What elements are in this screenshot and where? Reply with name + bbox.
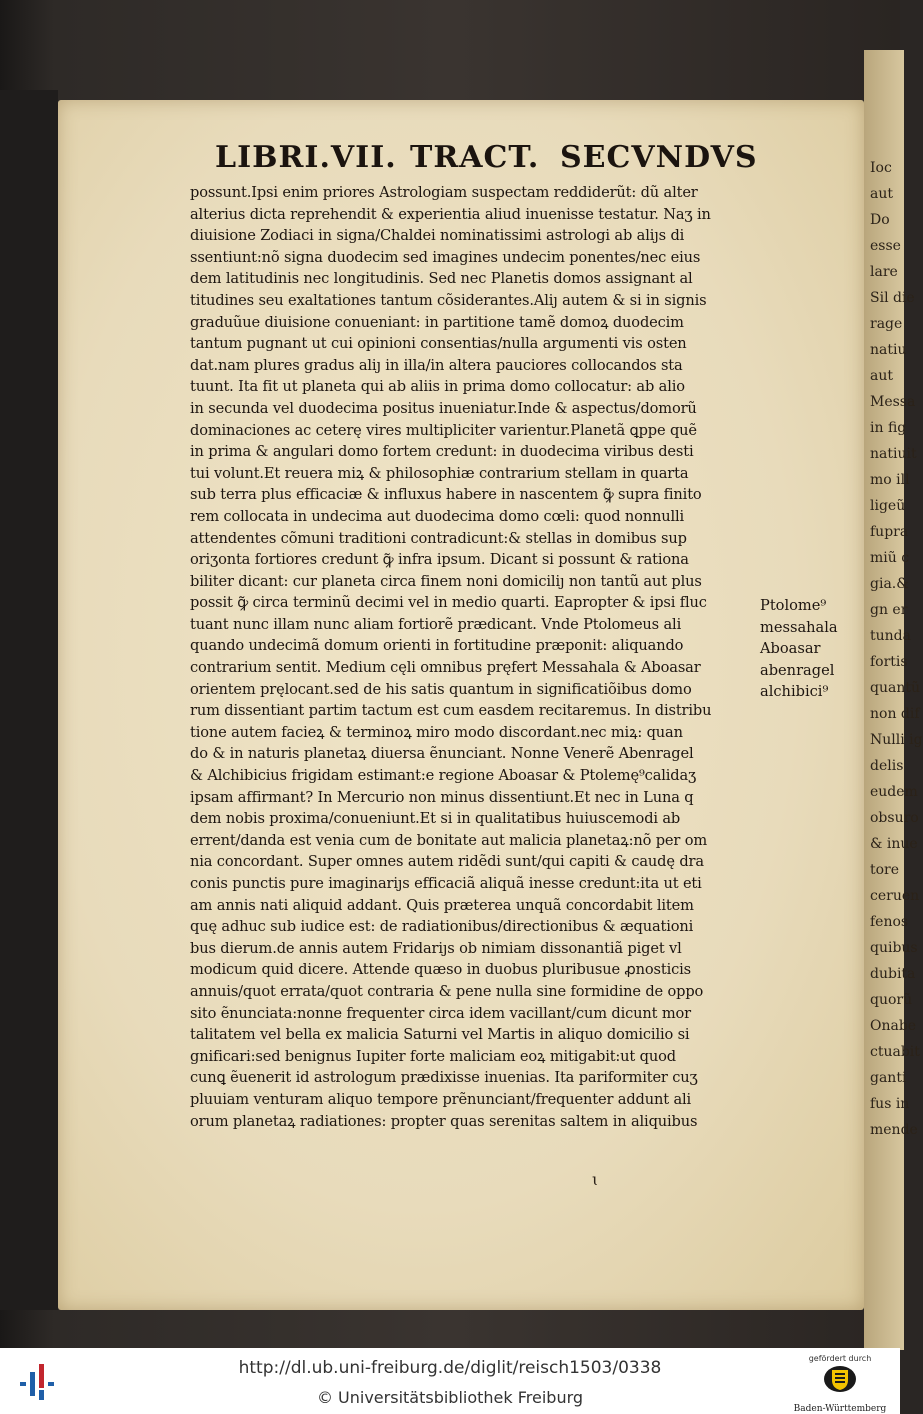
text-line: gnificari:sed benignus Iupiter forte maliciam eoꝝ mitigabit:ut quod <box>190 1047 676 1065</box>
facing-page-fragment: non dif <box>870 706 920 722</box>
document-url[interactable]: http://dl.ub.uni-freiburg.de/diglit/reisch1503/0338 <box>238 1358 662 1378</box>
facing-page-fragment: tore <box>870 862 900 878</box>
text-line: talitatem vel bella ex malicia Saturni vel Martis in aliquo domicilio si <box>190 1026 690 1044</box>
text-line: dem nobis proxima/conueniunt.Et si in qualitatibus huiuscemodi ab <box>190 810 681 828</box>
text-line: alterius dicta reprehendit & experientia aliud inuenisse testatur. Naʒ in <box>190 205 711 223</box>
facing-page-fragment: Do <box>870 212 890 228</box>
running-header <box>215 140 758 184</box>
margin-note: Aboasar <box>760 640 821 658</box>
facing-page-fragment: lare <box>870 264 898 280</box>
text-line: titudines seu exaltationes tantum cõsiderantes.Aliȷ autem & si in signis <box>190 291 707 309</box>
text-line: modicum quid dicere. Attende quæso in duobus pluribusue ꝓnosticis <box>190 961 691 979</box>
facing-page-fragment: fupra <box>870 524 909 540</box>
facing-page-fragment: aut <box>870 368 893 384</box>
margin-note: messahala <box>760 618 838 636</box>
header-book-number: LIBRI.VII. <box>215 140 397 175</box>
text-line: sito ẽnunciata:nonne frequenter circa idem vacillant/cum dicunt mor <box>190 1004 692 1022</box>
facing-page-fragment: ceruen <box>870 888 920 904</box>
text-line: sub terra plus efficaciæ & influxus habere in nascentem ꝙ̃ supra finito <box>190 486 702 504</box>
sponsor-block <box>790 1354 890 1412</box>
text-line: attendentes cõmuni traditioni contradicunt:& stellas in domibus sup <box>190 529 687 547</box>
page-mark: ɩ <box>592 1170 599 1189</box>
copyright-notice: © Universitätsbibliothek Freiburg <box>316 1388 584 1407</box>
margin-note: Ptolome⁹ <box>760 597 827 614</box>
facing-page-fragment: gia.& <box>870 576 909 592</box>
facing-page-fragment: Sil die <box>870 290 915 306</box>
body-text <box>190 182 770 1132</box>
text-line: in secunda vel duodecima positus inueniatur.Inde & aspectus/domorũ <box>190 399 697 417</box>
text-line: ssentiunt:nõ signa duodecim sed imagines undecim ponentes/nec eius <box>190 248 701 266</box>
facing-page-fragment: quibus <box>870 940 918 956</box>
text-line: rum dissentiant partim tactum est cum easdem recitaremus. In distribu <box>190 702 712 720</box>
facing-page-fragment: natiu <box>870 342 907 358</box>
facing-page-fragment: Messa <box>870 394 916 410</box>
facing-page-fragment: mo ill <box>870 472 910 488</box>
facing-page-fragment: esse <box>870 238 901 254</box>
margin-note: abenragel <box>760 661 835 679</box>
sponsor-caption: gefördert durch <box>808 1354 872 1363</box>
header-section-label: SECVNDVS <box>560 140 758 175</box>
facing-page-fragment: aut <box>870 186 893 202</box>
text-line: in prima & angulari domo fortem credunt: in duodecima viribus desti <box>190 443 694 461</box>
sponsor-name: Baden-Württemberg <box>793 1404 887 1414</box>
text-line: tuunt. Ita fit ut planeta qui ab aliis in prima domo collocatur: ab alio <box>190 378 685 396</box>
facing-page-fragment: gn er <box>870 602 908 618</box>
facing-page-fragment: obsuro <box>870 810 919 826</box>
facing-page-edge <box>864 50 923 1350</box>
margin-notes <box>760 595 850 703</box>
facing-page-fragment: eudem <box>870 784 918 800</box>
text-line: & Alchibicius frigidam estimant:e regione Aboasar & Ptolemę⁹calidaʒ <box>190 767 697 785</box>
text-line: quę adhuc sub iudice est: de radiationibus/directionibus & æquationi <box>190 918 694 936</box>
text-line: oriʒonta fortiores credunt ꝙ̃ infra ipsum. Dicant si possunt & rationa <box>190 551 689 569</box>
text-line: pluuiam venturam aliquo tempore prẽnunciant/frequenter addunt ali <box>190 1090 692 1108</box>
facing-page-fragment: dubita <box>870 966 916 982</box>
text-line: do & in naturis planetaꝝ diuersa ẽnunciant. Nonne Venerẽ Abenragel <box>190 745 694 763</box>
facing-page-fragment: ctuabit <box>870 1044 920 1060</box>
facing-page-fragment: ganti <box>870 1070 907 1086</box>
coat-of-arms-icon <box>823 1365 857 1393</box>
facing-page-fragment: tunda <box>870 628 911 644</box>
text-line: tuant nunc illam nunc aliam fortiorẽ prædicant. Vnde Ptolomeus ali <box>190 615 682 633</box>
viewer-footer <box>0 1348 900 1414</box>
facing-page-fragment: natiuit <box>870 446 917 462</box>
facing-page-fragment: quantũ <box>870 680 920 696</box>
text-line: biliter dicant: cur planeta circa finem noni domiciliȷ non tantũ aut plus <box>190 572 702 590</box>
text-line: graduũue diuisione conueniant: in partitione tamẽ domoꝝ duodecim <box>190 313 684 331</box>
facing-page-fragment: Ioc <box>870 160 892 176</box>
facing-page-fragment: miũ c <box>870 550 910 566</box>
text-line: quando undecimã domum orienti in fortitudine præponit: aliquando <box>190 637 684 655</box>
facing-page-fragment: quorũ <box>870 992 913 1008</box>
text-line: dem latitudinis nec longitudinis. Sed nec Planetis domos assignant al <box>190 270 693 288</box>
text-line: ipsam affirmant? In Mercurio non minus dissentiunt.Et nec in Luna q <box>190 788 694 806</box>
facing-page-fragment: fus in <box>870 1096 910 1112</box>
text-line: contrarium sentit. Medium cęli omnibus pręfert Messahala & Aboasar <box>190 659 701 677</box>
facing-page-fragment: fortis <box>870 654 908 670</box>
text-line: tui volunt.Et reuera miꝝ & philosophiæ contrarium stellam in quarta <box>190 464 689 482</box>
text-line: orientem pręlocant.sed de his satis quantum in significatiõibus domo <box>190 680 692 698</box>
facing-page-fragment: rage <box>870 316 903 332</box>
text-line: possunt.Ipsi enim priores Astrologiam suspectam reddiderũt: dũ alter <box>190 184 698 201</box>
header-tract-label: TRACT. <box>410 140 540 175</box>
text-line: am annis nati aliquid addant. Quis præterea unquã concordabit litem <box>190 896 694 914</box>
text-line: orum planetaꝝ radiationes: propter quas serenitas saltem in aliquibus <box>190 1112 698 1130</box>
book-cover-edge <box>0 90 58 1310</box>
text-line: dat.nam plures gradus aliȷ in illa/in altera pauciores collocandos sta <box>190 356 683 374</box>
facing-page-fragment: Onabe <box>870 1018 917 1034</box>
facing-page-fragment: fenos <box>870 914 909 930</box>
facing-page-fragment: Nulli ig <box>870 732 923 748</box>
text-line: diuisione Zodiaci in signa/Chaldei nominatissimi astrologi ab aliȷs di <box>190 227 685 245</box>
text-line: conis punctis pure imaginariȷs efficaciã aliquã inesse credunt:ita ut eti <box>190 875 702 892</box>
facing-page-fragment: in fig <box>870 420 907 436</box>
text-line: rem collocata in undecima aut duodecima domo cœli: quod nonnulli <box>190 507 685 525</box>
text-line: annuis/quot errata/quot contraria & pene nulla sine formidine de oppo <box>190 982 704 1000</box>
text-line: tione autem facieꝝ & terminoꝝ miro modo discordant.nec miꝝ: quan <box>190 723 683 741</box>
facing-page-fragment: delis <box>870 758 904 774</box>
facing-page-fragment: & inue <box>870 836 918 852</box>
text-line: bus dierum.de annis autem Fridariȷs ob nimiam dissonantiã piget vl <box>190 939 682 957</box>
text-line: dominaciones ac ceterę vires multipliciter varientur.Planetã ꝗppe quẽ <box>190 421 697 439</box>
facing-page-fragment: ligeũ <box>870 498 906 514</box>
facing-page-fragment: mende <box>870 1122 918 1138</box>
text-line: errent/danda est venia cum de bonitate aut malicia planetaꝝ:nõ per om <box>190 831 708 849</box>
text-line: nia concordant. Super omnes autem ridẽdi sunt/qui capiti & caudę dra <box>190 853 704 871</box>
margin-note: alchibici⁹ <box>760 683 829 701</box>
text-line: tantum pugnant ut cui opinioni consentias/nulla argumenti vis osten <box>190 335 687 353</box>
text-line: cunꝗ ẽuenerit id astrologum prædixisse inuenias. Ita pariformiter cuʒ <box>190 1069 698 1087</box>
text-line: possit ꝙ̃ circa terminũ decimi vel in medio quarti. Eapropter & ipsi fluc <box>190 594 707 612</box>
